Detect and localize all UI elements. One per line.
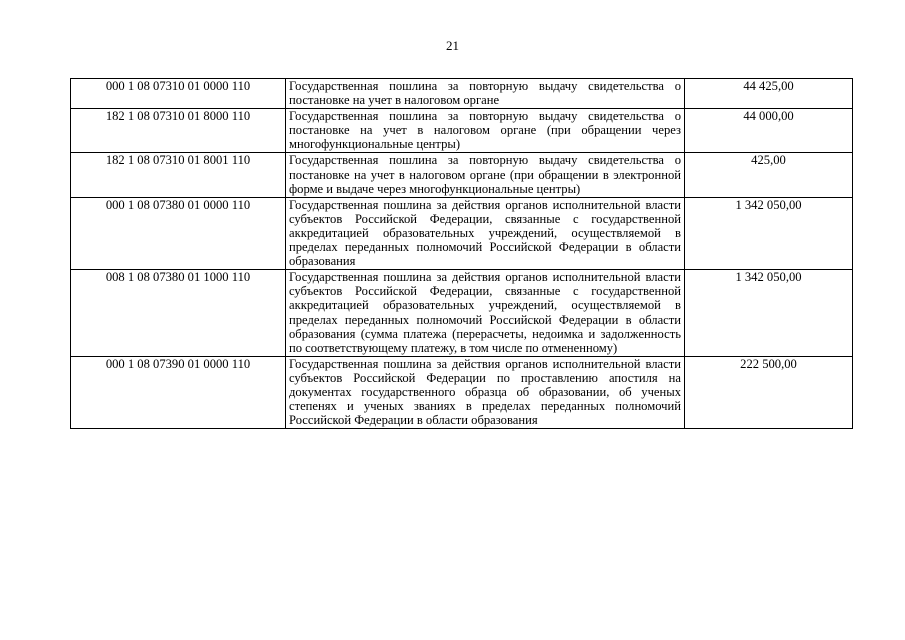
- revenue-code-cell: 008 1 08 07380 01 1000 110: [71, 270, 286, 357]
- revenue-amount-cell: 44 000,00: [685, 109, 853, 153]
- revenue-code-cell: 182 1 08 07310 01 8001 110: [71, 153, 286, 197]
- revenue-code-cell: 000 1 08 07390 01 0000 110: [71, 356, 286, 428]
- revenue-description-cell: Государственная пошлина за повторную выдачу свидетельства о постановке на учет в налоговом органе (при обращении в электронной форме и выдаче через многофункциональные центры): [286, 153, 685, 197]
- budget-revenue-table: [70, 78, 853, 429]
- revenue-description-cell: Государственная пошлина за повторную выдачу свидетельства о постановке на учет в налоговом органе: [286, 79, 685, 109]
- table-row: [71, 270, 853, 357]
- table-row: [71, 356, 853, 428]
- table-row: [71, 109, 853, 153]
- table-row: [71, 197, 853, 269]
- revenue-description-cell: Государственная пошлина за повторную выдачу свидетельства о постановке на учет в налоговом органе (при обращении через многофункциональные центры): [286, 109, 685, 153]
- revenue-description-cell: Государственная пошлина за действия органов исполнительной власти субъектов Российской Федерации по проставлению апостиля на документах государственного образца об образовании, об ученых степенях и ученых званиях в пределах переданных полномочий Российской Федерации в области образования: [286, 356, 685, 428]
- revenue-code-cell: 000 1 08 07380 01 0000 110: [71, 197, 286, 269]
- revenue-description-cell: Государственная пошлина за действия органов исполнительной власти субъектов Российской Федерации, связанные с государственной аккредитацией образовательных учреждений, осуществляемой в пределах переданных полномочий Российской Федерации в области образования (сумма платежа (перерасчеты, недоимка и задолженность по соответствующему платежу, в том числе по отмененному): [286, 270, 685, 357]
- revenue-code-cell: 000 1 08 07310 01 0000 110: [71, 79, 286, 109]
- revenue-amount-cell: 1 342 050,00: [685, 270, 853, 357]
- table-row: [71, 79, 853, 109]
- revenue-amount-cell: 425,00: [685, 153, 853, 197]
- revenue-amount-cell: 44 425,00: [685, 79, 853, 109]
- revenue-amount-cell: 1 342 050,00: [685, 197, 853, 269]
- revenue-code-cell: 182 1 08 07310 01 8000 110: [71, 109, 286, 153]
- page-number: 21: [446, 38, 459, 53]
- revenue-description-cell: Государственная пошлина за действия органов исполнительной власти субъектов Российской Федерации, связанные с государственной аккредитацией образовательных учреждений, осуществляемой в пределах переданных полномочий Российской Федерации в области образования: [286, 197, 685, 269]
- table-row: [71, 153, 853, 197]
- revenue-amount-cell: 222 500,00: [685, 356, 853, 428]
